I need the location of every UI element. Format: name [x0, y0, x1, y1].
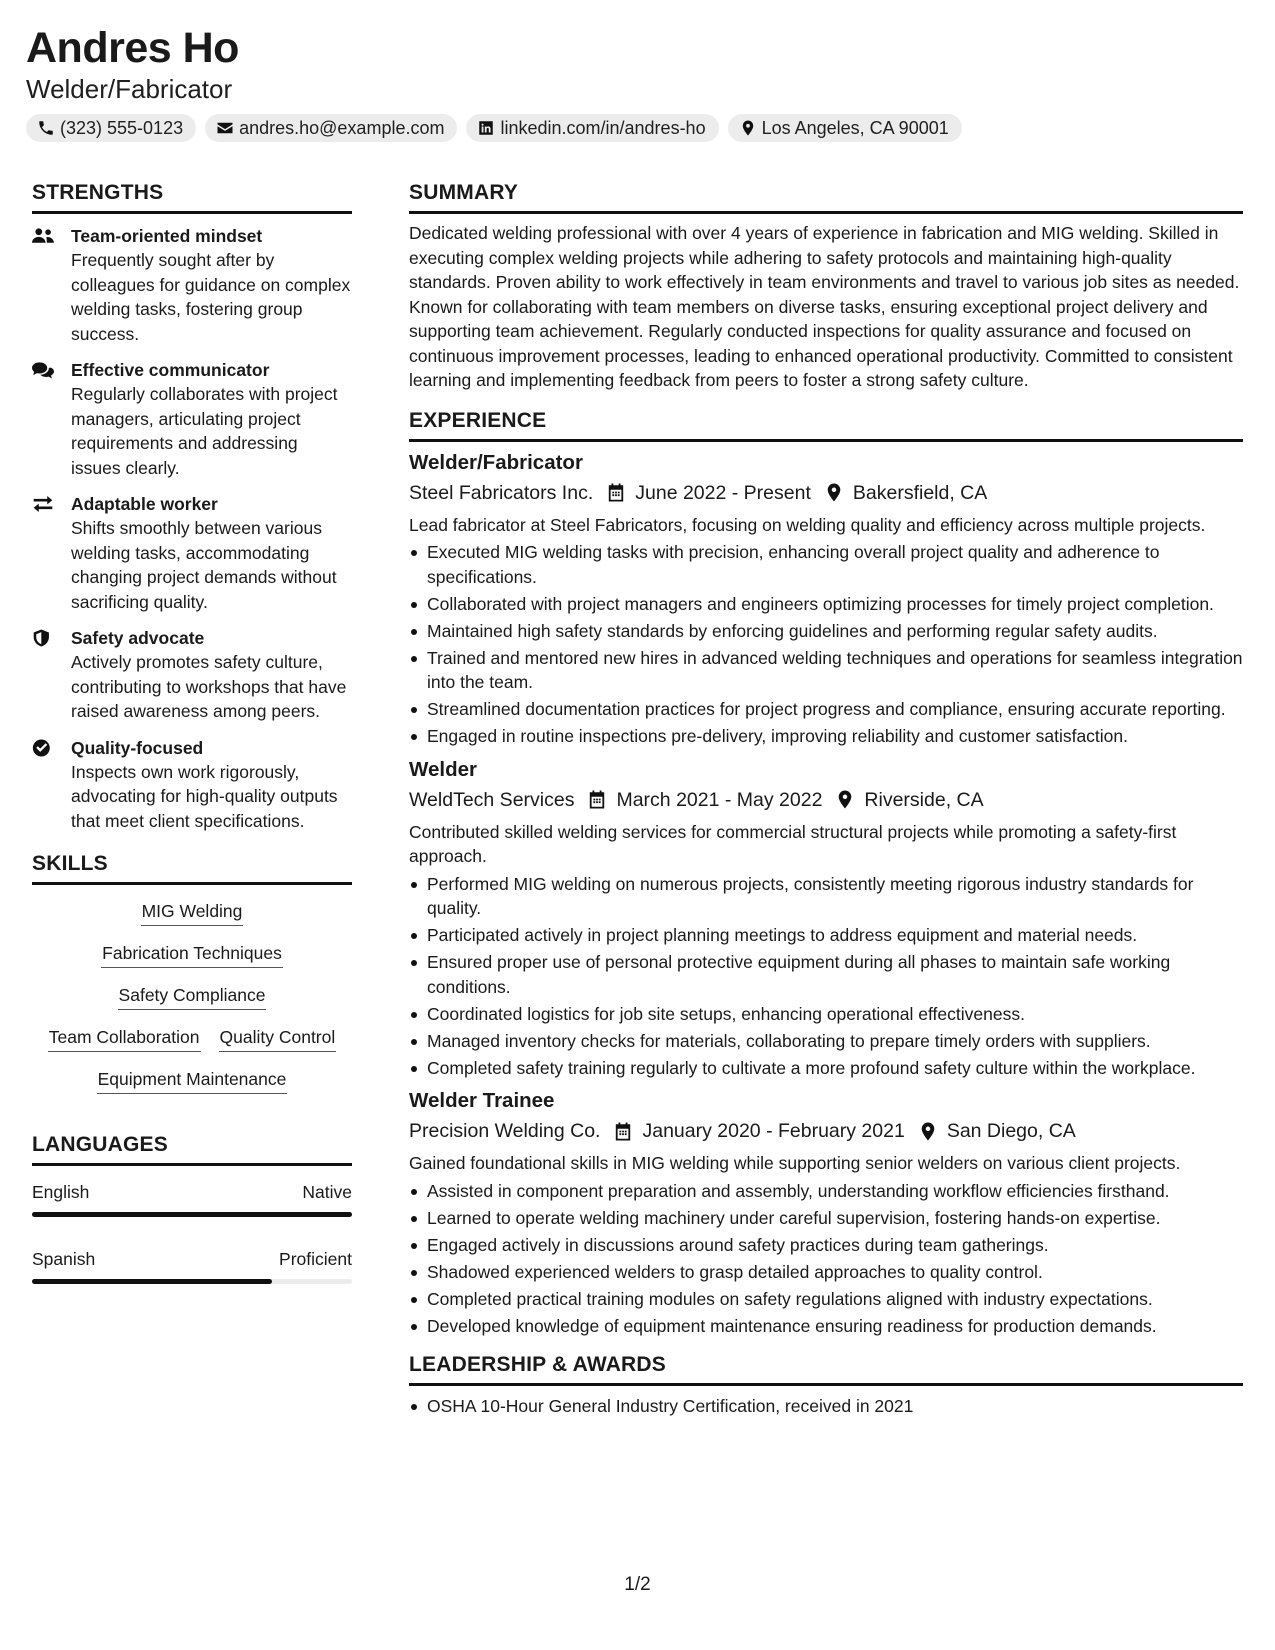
- experience-heading: EXPERIENCE: [409, 406, 1243, 442]
- comments-icon: [32, 361, 54, 379]
- job-bullet: Completed practical training modules on safety regulations aligned with industry expectations.: [409, 1287, 1243, 1312]
- strength-text: Regularly collaborates with project managers, articulating project requirements and addressing issues clearly.: [71, 384, 338, 478]
- job-description: Gained foundational skills in MIG welding while supporting senior welders on various client projects.: [409, 1153, 1181, 1173]
- language-name: Spanish: [32, 1249, 96, 1269]
- language-proficiency-bar: [32, 1279, 352, 1284]
- job-bullet: Performed MIG welding on numerous projects, consistently meeting rigorous industry standards for quality.: [409, 872, 1243, 921]
- calendar-icon: [588, 790, 606, 809]
- award-item: OSHA 10-Hour General Industry Certification, received in 2021: [409, 1394, 1243, 1419]
- contact-linkedin[interactable]: [466, 114, 718, 142]
- job-bullet: Participated actively in project planning meetings to address equipment and material needs.: [409, 923, 1243, 948]
- contact-phone-text: (323) 555-0123: [60, 117, 184, 138]
- skills-heading: SKILLS: [32, 849, 352, 885]
- left-column: [32, 178, 352, 1314]
- skills-list: [32, 899, 352, 1094]
- job-company: WeldTech Services: [409, 788, 575, 811]
- job-description: Lead fabricator at Steel Fabricators, focusing on welding quality and efficiency across multiple projects.: [409, 514, 1206, 535]
- job-bullet: Assisted in component preparation and assembly, understanding workflow efficiencies firsthand.: [409, 1179, 1243, 1204]
- strength-heading: Team-oriented mindset: [71, 226, 263, 246]
- job-bullet: Collaborated with project managers and engineers optimizing processes for timely project completion.: [409, 592, 1243, 617]
- skill-tag: Safety Compliance: [118, 983, 267, 1010]
- strength-item: [32, 736, 352, 834]
- arrows-exchange-icon: [32, 495, 54, 513]
- contact-location-text: Los Angeles, CA 90001: [761, 117, 949, 138]
- job-bullets: [409, 540, 1243, 749]
- language-level: Native: [302, 1182, 352, 1202]
- job-dates: January 2020 - February 2021: [642, 1120, 905, 1142]
- contact-phone[interactable]: [26, 114, 196, 142]
- map-pin-icon: [919, 1122, 937, 1141]
- awards-list: [409, 1394, 1243, 1419]
- job-bullet: Engaged actively in discussions around safety practices during team gatherings.: [409, 1233, 1243, 1258]
- job-bullet: Engaged in routine inspections pre-delivery, improving reliability and customer satisfaction.: [409, 724, 1243, 749]
- job-meta: [409, 479, 1243, 507]
- job-bullet: Executed MIG welding tasks with precision, enhancing overall project quality and adherence to specifications.: [409, 540, 1243, 589]
- job-bullets: [409, 872, 1243, 1081]
- strength-text: Frequently sought after by colleagues for guidance on complex welding tasks, fostering group success.: [71, 250, 351, 344]
- job-location: San Diego, CA: [946, 1120, 1076, 1142]
- language-level: Proficient: [279, 1249, 352, 1269]
- job-location: Riverside, CA: [864, 788, 984, 811]
- job-bullet: Maintained high safety standards by enforcing guidelines and performing regular safety audits.: [409, 619, 1243, 644]
- strength-heading: Effective communicator: [71, 360, 270, 380]
- shield-icon: [32, 629, 54, 647]
- strength-text: Actively promotes safety culture, contributing to workshops that have raised awareness among peers.: [71, 652, 347, 721]
- strengths-heading: STRENGTHS: [32, 178, 352, 214]
- job-bullet: Completed safety training regularly to cultivate a more profound safety culture within the workplace.: [409, 1056, 1243, 1081]
- strengths-list: [32, 224, 352, 833]
- language-proficiency-bar: [32, 1212, 352, 1217]
- phone-icon: [37, 119, 55, 137]
- calendar-icon: [607, 483, 625, 502]
- languages-list: [32, 1180, 352, 1284]
- map-pin-icon: [739, 119, 757, 137]
- language-row: [32, 1180, 352, 1204]
- job-location: Bakersfield, CA: [852, 481, 988, 504]
- job-entry: [409, 448, 1243, 749]
- contact-bar: [26, 114, 1256, 142]
- job-company: Steel Fabricators Inc.: [409, 481, 594, 504]
- job-bullet: Coordinated logistics for job site setups, enhancing operational effectiveness.: [409, 1002, 1243, 1027]
- strength-heading: Safety advocate: [71, 628, 205, 648]
- strength-text: Shifts smoothly between various welding tasks, accommodating changing project demands without sacrificing quality.: [71, 518, 337, 612]
- job-description: Contributed skilled welding services for commercial structural projects while promoting a safety-first approach.: [409, 821, 1177, 866]
- skill-tag: Team Collaboration: [48, 1025, 201, 1052]
- calendar-icon: [614, 1122, 632, 1141]
- job-dates: June 2022 - Present: [635, 481, 811, 504]
- awards-heading: LEADERSHIP & AWARDS: [409, 1350, 1243, 1386]
- language-proficiency-fill: [32, 1212, 352, 1217]
- job-entry: [409, 1086, 1243, 1338]
- candidate-title: Welder/Fabricator: [26, 74, 233, 104]
- job-title: Welder: [409, 757, 477, 781]
- candidate-name: Andres Ho: [26, 24, 239, 72]
- job-entry: [409, 755, 1243, 1081]
- job-title: Welder/Fabricator: [409, 450, 583, 474]
- summary-heading: SUMMARY: [409, 178, 1243, 214]
- language-name: English: [32, 1182, 90, 1202]
- language-proficiency-fill: [32, 1279, 272, 1284]
- job-bullet: Managed inventory checks for materials, collaborating to prepare timely orders with suppliers.: [409, 1029, 1243, 1054]
- contact-email[interactable]: [205, 114, 457, 142]
- job-bullet: Shadowed experienced welders to grasp detailed approaches to quality control.: [409, 1260, 1243, 1285]
- strength-heading: Quality-focused: [71, 737, 204, 758]
- contact-linkedin-text: linkedin.com/in/andres-ho: [500, 117, 706, 138]
- skill-tag: Equipment Maintenance: [97, 1067, 288, 1094]
- job-bullet: Streamlined documentation practices for project progress and compliance, ensuring accurate reporting.: [409, 697, 1243, 722]
- users-icon: [32, 227, 54, 245]
- contact-email-text: andres.ho@example.com: [239, 117, 445, 138]
- strength-item: [32, 492, 352, 614]
- skill-tag: MIG Welding: [141, 899, 244, 926]
- linkedin-icon: [477, 119, 495, 137]
- job-title: Welder Trainee: [409, 1089, 555, 1112]
- contact-location: [728, 114, 962, 142]
- envelope-icon: [216, 119, 234, 137]
- resume-header: [26, 22, 1256, 142]
- strength-heading: Adaptable worker: [71, 494, 218, 514]
- strength-item: [32, 358, 352, 480]
- map-pin-icon: [836, 790, 854, 809]
- job-meta: [409, 786, 1243, 814]
- map-pin-icon: [825, 483, 843, 502]
- job-meta: [409, 1117, 1243, 1145]
- job-company: Precision Welding Co.: [409, 1120, 601, 1142]
- page-number: 1/2: [624, 1574, 651, 1595]
- right-column: [409, 178, 1243, 1421]
- summary-text: Dedicated welding professional with over 4 years of experience in fabrication and MIG welding. Skilled in executing complex welding projects while adhering to safety protocols and maintaining high-quality standards. Proven ability to work effectively in team environments and travel to various job sites as needed. Known for collaborating with team members on diverse tasks, ensuring exceptional project delivery and supporting team achievement. Regularly conducted inspections for quality assurance and focused on continuous improvement processes, leading to enhanced operational productivity. Committed to consistent learning and implementing feedback from peers to foster a strong safety culture.: [409, 223, 1240, 390]
- job-bullet: Trained and mentored new hires in advanced welding techniques and operations for seamless integration into the team.: [409, 646, 1243, 695]
- languages-heading: LANGUAGES: [32, 1130, 352, 1166]
- job-bullets: [409, 1179, 1243, 1339]
- language-row: [32, 1247, 352, 1271]
- strength-item: [32, 626, 352, 724]
- strength-text: Inspects own work rigorously, advocating for high-quality outputs that meet client specifications.: [71, 761, 338, 831]
- job-dates: March 2021 - May 2022: [616, 788, 823, 811]
- skill-tag: Fabrication Techniques: [101, 941, 283, 968]
- skill-tag: Quality Control: [219, 1025, 337, 1052]
- check-circle-icon: [32, 739, 54, 757]
- strength-item: [32, 224, 352, 346]
- job-bullet: Ensured proper use of personal protective equipment during all phases to maintain safe working conditions.: [409, 950, 1243, 999]
- job-bullet: Developed knowledge of equipment maintenance ensuring readiness for production demands.: [409, 1314, 1243, 1339]
- job-bullet: Learned to operate welding machinery under careful supervision, fostering hands-on expertise.: [409, 1206, 1243, 1231]
